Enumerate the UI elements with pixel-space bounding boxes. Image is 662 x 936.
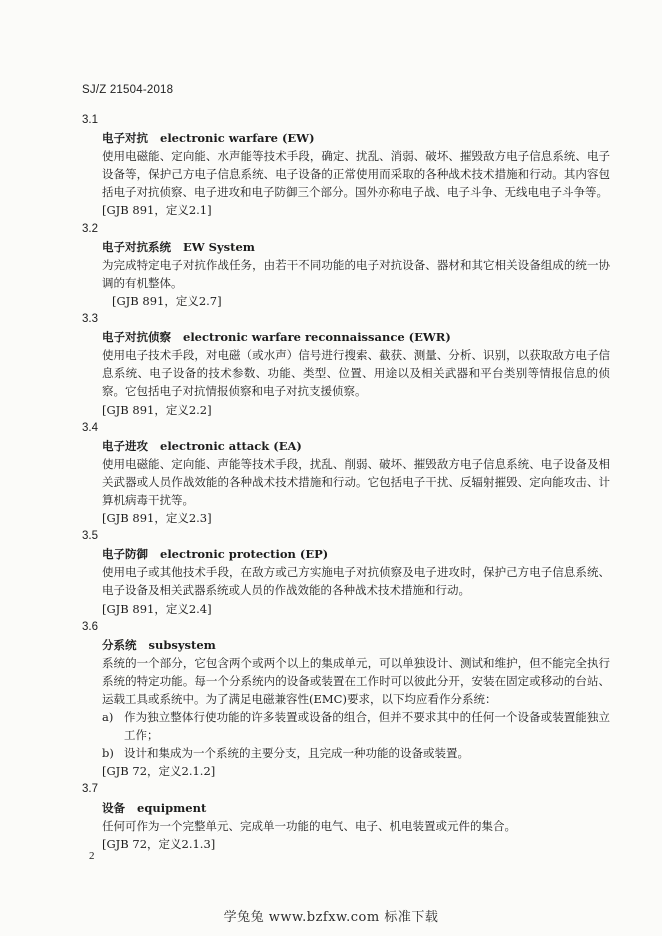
page-number: 2	[89, 850, 95, 862]
term-english: equipment	[137, 800, 207, 815]
term-reference: [GJB 891，定义2.1]	[102, 203, 212, 218]
term-definition: 任何可作为一个完整单元、完成单一功能的电气、电子、机电装置或元件的集合。	[102, 818, 516, 833]
term-chinese: 设备	[102, 800, 125, 815]
term-english: electronic warfare (EW)	[160, 131, 315, 146]
term-definition: 使用电子或其他技术手段，在敌方或己方实施电子对抗侦察及电子进攻时，保护己方电子信息系统、电子设备及相关武器系统或人员的作战效能的各种战术技术措施和行动。	[102, 565, 610, 598]
term-chinese: 电子对抗系统	[102, 239, 171, 254]
term-reference: [GJB 891，定义2.7]	[112, 293, 222, 308]
term-chinese: 分系统	[102, 637, 137, 652]
list-marker: b)	[102, 746, 114, 761]
list-item-text: 作为独立整体行使功能的许多装置或设备的组合，但并不要求其中的任何一个设备或装置能独立工作；	[124, 710, 610, 743]
term-chinese: 电子对抗侦察	[102, 330, 171, 345]
terms-content	[82, 111, 610, 853]
clause-number: 3.1	[82, 114, 98, 126]
term-title	[82, 129, 610, 147]
list-item-text: 设计和集成为一个系统的主要分支，且完成一种功能的设备或装置。	[124, 746, 469, 761]
term-english: electronic warfare reconnaissance (EWR)	[183, 330, 451, 345]
list-item-b	[82, 744, 610, 762]
watermark-footer: 学兔兔 www.bzfxw.com 标准下载	[223, 910, 439, 925]
term-chinese: 电子防御	[102, 547, 148, 562]
list-item-a	[82, 708, 610, 744]
term-title	[82, 636, 610, 654]
term-entry-3-2	[82, 220, 610, 310]
term-entry-3-1	[82, 111, 610, 220]
term-definition: 使用电磁能、定向能、声能等技术手段，扰乱、削弱、破坏、摧毁敌方电子信息系统、电子设备及相关武器或人员作战效能的各种战术技术措施和行动。它包括电子干扰、反辐射摧毁、定向能攻击、计算机病毒干扰等。	[102, 456, 610, 507]
clause-number: 3.4	[82, 421, 98, 434]
term-chinese: 电子对抗	[102, 131, 148, 146]
term-title	[82, 437, 610, 455]
clause-number: 3.3	[82, 313, 98, 326]
clause-number: 3.5	[82, 530, 98, 543]
term-entry-3-6	[82, 618, 610, 781]
term-entry-3-4	[82, 419, 610, 528]
term-reference: [GJB 72，定义2.1.3]	[102, 836, 216, 851]
clause-number: 3.6	[82, 620, 98, 633]
term-entry-3-7	[82, 780, 610, 852]
term-title	[82, 545, 610, 563]
term-reference: [GJB 891，定义2.3]	[102, 511, 212, 526]
term-definition: 系统的一个部分，它包含两个或两个以上的集成单元，可以单独设计、测试和维护，但不能完全执行系统的特定功能。每一个分系统内的设备或装置在工作时可以彼此分开，安装在固定或移动的台站、运载工具或系统中。为了满足电磁兼容性(EMC)要求，以下均应看作分系统：	[102, 655, 610, 706]
document-id-header: SJ/Z 21504-2018	[82, 84, 174, 96]
term-reference: [GJB 891，定义2.4]	[102, 601, 212, 616]
term-definition: 使用电子技术手段，对电磁（或水声）信号进行搜索、截获、测量、分析、识别，以获取敌方电子信息系统、电子设备的技术参数、功能、类型、位置、用途以及相关武器和平台类别等情报信息的侦察。它包括电子对抗情报侦察和电子对抗支援侦察。	[102, 348, 610, 399]
clause-number: 3.2	[82, 222, 98, 235]
term-title	[82, 799, 610, 817]
term-reference: [GJB 72，定义2.1.2]	[102, 764, 216, 779]
term-entry-3-3	[82, 310, 610, 419]
term-title	[82, 238, 610, 256]
list-marker: a)	[102, 710, 114, 725]
term-english: EW System	[183, 239, 255, 254]
term-entry-3-5	[82, 527, 610, 617]
term-chinese: 电子进攻	[102, 438, 148, 453]
term-reference: [GJB 891，定义2.2]	[102, 402, 212, 417]
term-english: subsystem	[148, 637, 216, 652]
term-definition: 使用电磁能、定向能、水声能等技术手段，确定、扰乱、消弱、破坏、摧毁敌方电子信息系统、电子设备等，保护己方电子信息系统、电子设备的正常使用而采取的各种战术技术措施和行动。其内容包括电子对抗侦察、电子进攻和电子防御三个部分。国外亦称电子战、电子斗争、无线电电子斗争等。	[102, 149, 610, 200]
term-definition: 为完成特定电子对抗作战任务，由若干不同功能的电子对抗设备、器材和其它相关设备组成的统一协调的有机整体。	[102, 257, 610, 290]
clause-number: 3.7	[82, 783, 98, 796]
term-english: electronic attack (EA)	[160, 438, 302, 453]
term-title	[82, 328, 610, 346]
term-english: electronic protection (EP)	[160, 547, 329, 562]
